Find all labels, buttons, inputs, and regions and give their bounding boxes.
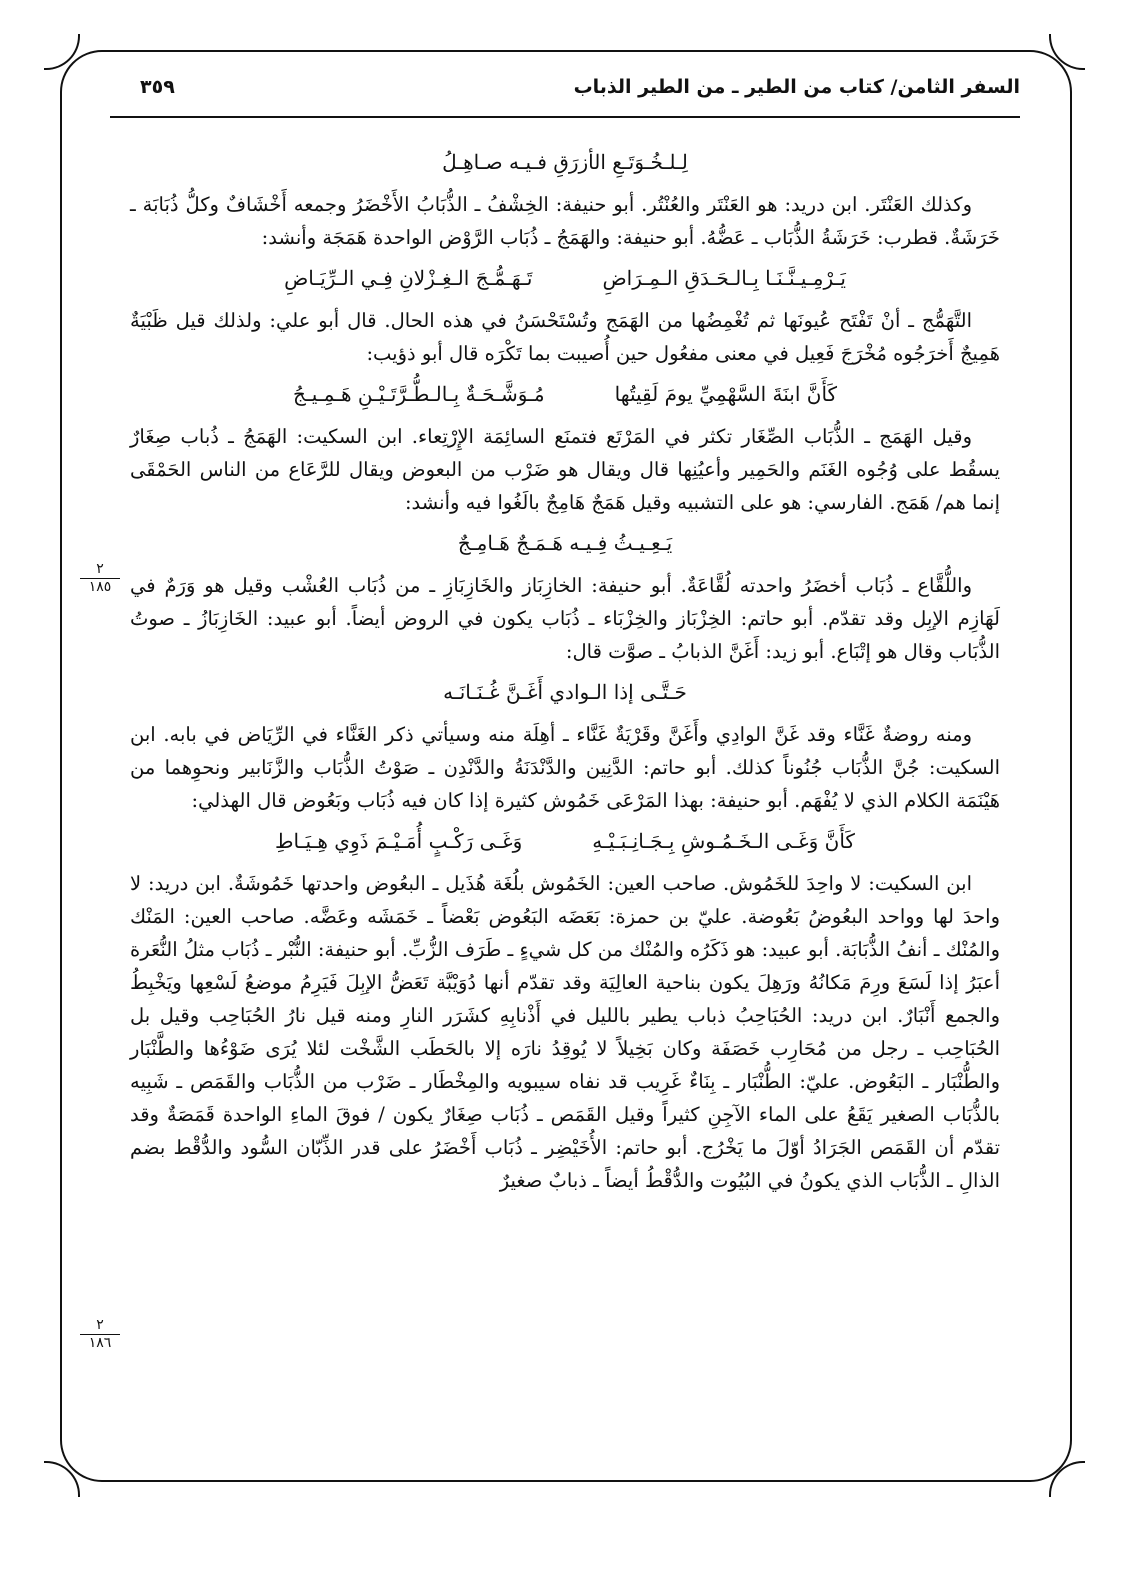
paragraph: ابن السكيت: لا واحِدَ للخَمُوش. صاحب العين: الخَمُوش بلُغَة هُذَيل ـ البعُوض واحدتها خَمُوشَةٌ. ابن دريد: لا واحدَ لها وواحد البعُوضُ بَعُوضة. عليّ بن حمزة: بَعَضَه البَعُوض بَعْضاً ـ خَمَشَه وعَضَّه. صاحب العين: المَنْك والمُنْك ـ أنفُ الذُّبَابَة. أبو عبيد: هو ذَكَرُه والمُنْك من كل شيءٍ ـ طَرَف الزُّبِّ. أبو حنيفة: النُّبْر ـ ذُبَاب مثلُ النُّعَرة أعبَرُ إذا لَسَعَ ورِمَ مَكانُهُ ورَهِلَ يكون بناحية العالِيَة وقد تقدّم أنها دُوَيْبَّة تَعَضُّ الإبِلَ فَيَرِمُ موضعُ لَسْعِها ويَخْبِطُ والجمع أَنْبَارٌ. ابن دريد: الحُبَاحِبُ ذباب يطير بالليل في أَذْنابِهِ كشَرَر النارِ ومنه قيل نارُ الحُبَاحِب وقيل بل الحُبَاحِب ـ رجل من مُحَارِب خَصَفَة وكان بَخِيلاً لا يُوقِدُ نارَه إلا بالحَطَب الشَّخْت لئلا يُرَى ضَوْءُها والطَّنْبَار والطُّنْبَار ـ البَعُوض. عليّ: الطُّنْبَار ـ بِنَاءٌ غَرِيب قد نفاه سيبويه والمِخْطَار ـ ضَرْب من الذُّبَاب والقَمَص ـ شَبِيه بالذُّبَاب الصغير يَقَعُ على الماء الآجِنِ كثيراً وقيل القَمَص ـ ذُبَاب صِغَارٌ يكون / فوقَ الماءِ الواحدة قَمَصَةٌ وقد تقدّم أن القَمَص الجَرَادُ أوّلَ ما يَخْرُج. أبو حاتم: الأُخَيْضِر ـ ذُبَاب أَخْضَرُ على قدر الذِّبّان السُّود والدُّقْط بضم الذالِ ـ الذُّبَاب الذي يكونُ في البُيُوت والدُّقْطُ أيضاً ـ ذبابٌ صغيرٌ bbox=[130, 872, 1000, 1192]
page-number: ٣٥٩ bbox=[140, 76, 175, 98]
verse-line bbox=[130, 378, 1000, 411]
margin-ref-volume: ٢ bbox=[80, 1318, 120, 1335]
paragraph: وقيل الهَمَج ـ الذُّبَاب الصِّغَار تكثر في المَرْتَع فتمنَع السائِمَة الإِرْتِعاء. ابن السكيت: الهَمَجُ ـ ذُباب صِغَارٌ يسقُط على وُجُوه الغَنَم والحَمِير وأعيُنِها قال ويقال هو ضَرْب من البعوض ويقال للرَّعَاع من الناس الحَمْقَى إنما هم/ هَمَج. الفارسي: هو على التشبيه وقيل هَمَجٌ هَامِجٌ بالَغُوا فيه وأنشد: bbox=[130, 425, 1000, 514]
verse-hemistich: حَـتَّـى إذا الـوادي أَغَـنَّ غُـنَـانَـه bbox=[443, 680, 687, 704]
paragraph: واللُّقَّاع ـ ذُبَاب أخضَرُ واحدته لُقَّاعَةٌ. أبو حنيفة: الخازِبَاز والخَازِبَازِ ـ من ذُبَاب العُشْب وقيل هو وَرَمٌ في لَهَازِم الإبِل وقد تقدّم. أبو حاتم: الخِزْبَاز والخِزْبَاء ـ ذُبَاب يكون في الروض أيضاً. أبو عبيد: الخَازِبَازُ ـ صوتُ الذُّبَاب وقال هو إتْبَاع. أبو زيد: أَغَنَّ الذبابُ ـ صوَّت قال: bbox=[130, 574, 1000, 663]
margin-ref-page: ١٨٦ bbox=[88, 1335, 112, 1351]
paragraph: ومنه روضةٌ غَنَّاء وقد غَنَّ الوادِي وأَغَنَّ وقَرْيَةٌ غَنَّاء ـ أهِلَة منه وسيأتي ذكر الغَنَّاء في الرِّيَاض في بابه. ابن السكيت: جُنَّ الذُّبَاب جُنُوناً كذلك. أبو حاتم: الدَّنِين والدَّنْدَنَةُ والدَّنْدِن ـ صَوْتُ الذُّبَاب والزَّنَابير ونحوِهما من هَيْنَمَة الكلام الذي لا يُفْهَم. أبو حنيفة: بهذا المَرْعَى خَمُوش كثيرة إذا كان فيه ذُبَاب وبَعُوض قال الهذلي: bbox=[130, 723, 1000, 812]
verse-hemistich: لِـلـخُـوَتَـعِ الأزرَقِ فـيـه صـاهِـلُ bbox=[442, 150, 688, 174]
verse-hemistich: يَـعِـيـثُ فِـيـه هَـمَـجٌ هَـامِـجٌ bbox=[457, 531, 673, 555]
verse-hemistich: كَأَنَّ وَغَـى الـخَـمُـوشِ بِـجَـانِـبَـيْـهِ bbox=[592, 829, 855, 853]
verse-line bbox=[130, 676, 1000, 709]
verse-hemistich: مُـوَشَّـحَـةٌ بِـالـطُّـرَّتَـيْـنِ هَـمِـيـجُ bbox=[292, 382, 545, 406]
header-rule bbox=[110, 116, 1020, 118]
margin-ref-page: ١٨٥ bbox=[88, 579, 112, 595]
verse-hemistich: تَـهَـمُّـجَ الـغِـزْلانِ فِـي الـرِّيَـاضِ bbox=[284, 266, 533, 290]
verse-hemistich: كَأَنَّ ابنَةَ السَّهْمِيِّ يومَ لَقِيتُها bbox=[614, 382, 838, 406]
running-title: السفر الثامن/ كتاب من الطير ـ من الطير الذباب bbox=[573, 76, 1020, 98]
margin-ref-volume: ٢ bbox=[80, 562, 120, 579]
margin-reference bbox=[80, 562, 120, 595]
verse-line bbox=[130, 825, 1000, 858]
verse-hemistich: وَغَـى رَكْـبٍ أُمَـيْـمَ ذَوِي هِـيَـاطِ bbox=[275, 829, 523, 853]
paragraph: التَّهَمُّج ـ أنْ تَفْتَح عُيونَها ثم تُغْمِضُها من الهَمَج وتُسْتَحْسَنُ في هذه الحال. قال أبو علي: ولذلك قيل ظَبْيَةٌ هَمِيجٌ أَخرَجُوه مُخْرَجَ فَعِيل في معنى مفعُول حين أُصيبت بما تَكْرَه قال أبو ذؤيب: bbox=[130, 309, 1000, 365]
main-text bbox=[130, 138, 1000, 1200]
verse-line bbox=[130, 146, 1000, 179]
margin-reference bbox=[80, 1318, 120, 1351]
running-header bbox=[110, 70, 1020, 110]
paragraph: وكذلك العَنْتَر. ابن دريد: هو العَنْتَر والعُنْتُر. أبو حنيفة: الخِشْفُ ـ الذُّبَابُ الأَخْضَرُ وجمعه أَخْشَافٌ وكلُّ ذُبَابَة ـ خَرَشَةٌ. قطرب: خَرَشَةُ الذُّبَاب ـ عَضُّهُ. أبو حنيفة: والهَمَجُ ـ ذُبَاب الرَّوْض الواحدة هَمَجَة وأنشد: bbox=[130, 193, 1000, 249]
verse-line bbox=[130, 527, 1000, 560]
verse-hemistich: يَـرْمِـيـنَّـنَـا بِـالـحَـدَقِ الـمِـرَاضِ bbox=[602, 266, 846, 290]
verse-line bbox=[130, 262, 1000, 295]
